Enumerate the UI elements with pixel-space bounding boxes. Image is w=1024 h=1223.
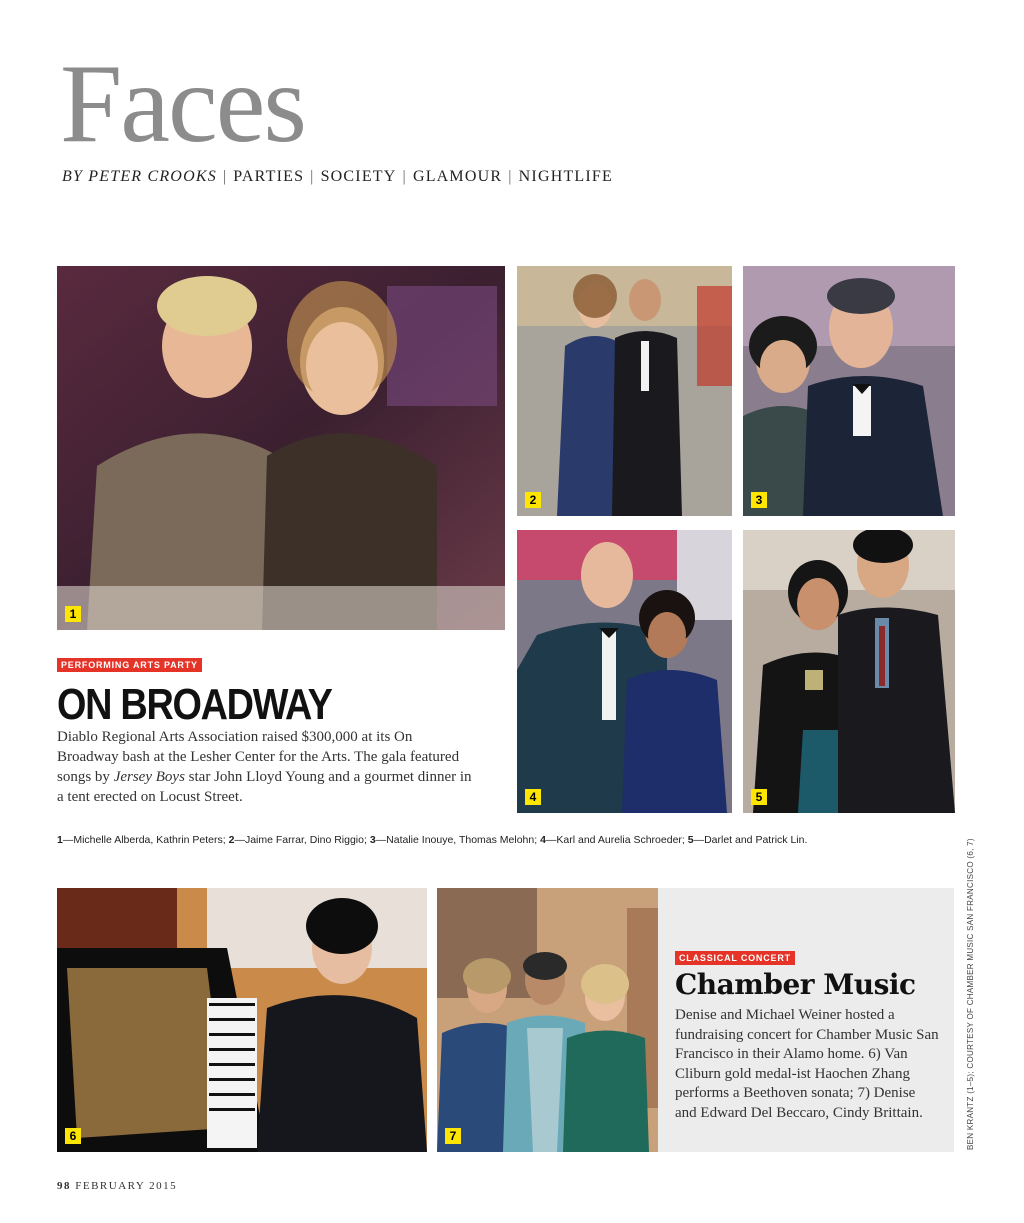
photo-5	[743, 530, 955, 813]
photo-6	[57, 888, 427, 1152]
photo-number-7: 7	[445, 1128, 461, 1144]
article-body-chamber-music: Denise and Michael Weiner hosted a fundraising concert for Chamber Music San Francisco in their Alamo home. 6) Van Cliburn gold medal-ist Haochen Zhang performs a Beethoven sonata; 7) Denise and Edward Del Beccaro, Cindy Brittain.	[675, 1007, 939, 1121]
section-title: Faces	[60, 42, 306, 166]
page-number: 98	[57, 1180, 71, 1192]
headline-on-broadway: ON BROADWAY	[57, 680, 332, 729]
photo-number-6: 6	[65, 1128, 81, 1144]
photo-1	[57, 266, 505, 630]
photo-number-2: 2	[525, 492, 541, 508]
byline: BY PETER CROOKS | PARTIES | SOCIETY | GLAMOUR | NIGHTLIFE	[62, 168, 613, 185]
issue-date: FEBRUARY 2015	[75, 1180, 178, 1192]
photo-number-5: 5	[751, 789, 767, 805]
photo-2	[517, 266, 732, 516]
category-tag-classical-concert: CLASSICAL CONCERT	[675, 951, 795, 965]
author-byline: BY PETER CROOKS	[62, 168, 217, 185]
article-body-broadway: Diablo Regional Arts Association raised $300,000 at its On Broadway bash at the Lesher Center for the Arts. The gala featured songs by Jersey Boys star John Lloyd Young and a gourmet dinner in a tent erected on Locust Street.	[57, 729, 472, 805]
page-folio	[57, 1180, 177, 1192]
photo-captions: 1—Michelle Alberda, Kathrin Peters; 2—Jaime Farrar, Dino Riggio; 3—Natalie Inouye, Thomas Melohn; 4—Karl and Aurelia Schroeder; 5—Darlet and Patrick Lin.	[57, 834, 808, 846]
photo-credit: BEN KRANTZ (1–5); COURTESY OF CHAMBER MUSIC SAN FRANCISCO (6, 7)	[966, 838, 975, 1150]
headline-chamber-music: Chamber Music	[675, 968, 916, 1001]
photo-number-1: 1	[65, 606, 81, 622]
photo-3	[743, 266, 955, 516]
section-nightlife: NIGHTLIFE	[518, 168, 613, 185]
section-parties: PARTIES	[233, 168, 305, 185]
section-glamour: GLAMOUR	[412, 168, 503, 185]
category-tag-performing-arts: PERFORMING ARTS PARTY	[57, 658, 202, 672]
photo-number-4: 4	[525, 789, 541, 805]
section-society: SOCIETY	[320, 168, 397, 185]
photo-number-3: 3	[751, 492, 767, 508]
photo-4	[517, 530, 732, 813]
photo-7	[437, 888, 658, 1152]
